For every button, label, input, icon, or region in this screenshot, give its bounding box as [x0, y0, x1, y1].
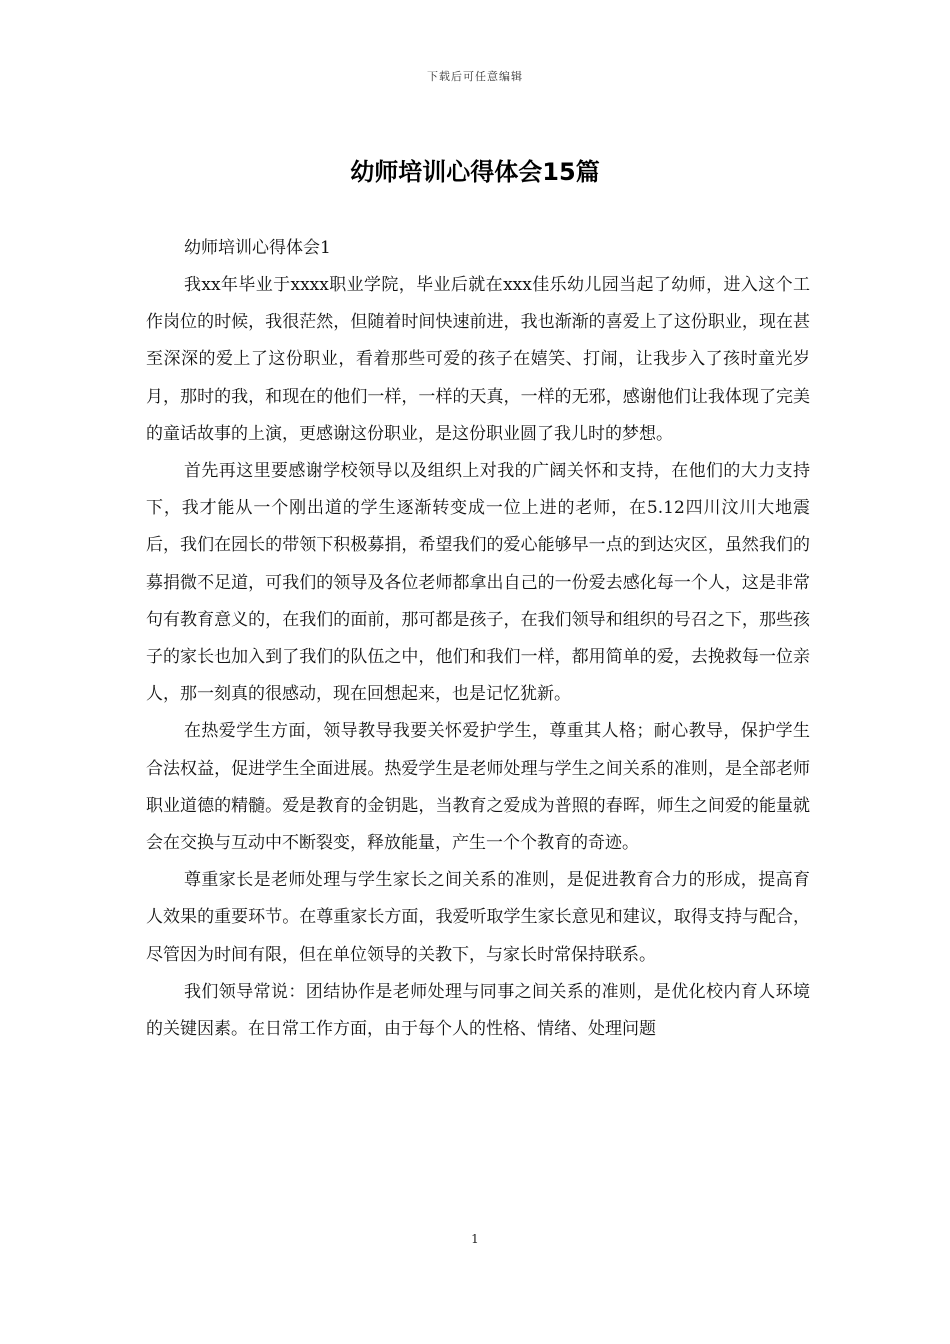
paragraph: 首先再这里要感谢学校领导以及组织上对我的广阔关怀和支持，在他们的大力支持下，我才能从一个刚出道的学生逐渐转变成一位上进的老师，在5.12四川汶川大地震后，我们在园长的带领下积极募捐，希望我们的爱心能够早一点的到达灾区，虽然我们的募捐微不足道，可我们的领导及各位老师都拿出自己的一份爱去感化每一个人，这是非常句有教育意义的，在我们的面前，那可都是孩子，在我们领导和组织的号召之下，那些孩子的家长也加入到了我们的队伍之中，他们和我们一样，都用简单的爱，去挽救每一位亲人，那一刻真的很感动，现在回想起来，也是记忆犹新。 — [146, 461, 810, 705]
section-heading: 幼师培训心得体会1 — [184, 238, 331, 258]
header-note: 下载后可任意编辑 — [427, 70, 523, 83]
paragraph: 在热爱学生方面，领导教导我要关怀爱护学生，尊重其人格；耐心教导，保护学生合法权益，促进学生全面进展。热爱学生是老师处理与学生之间关系的准则，是全部老师职业道德的精髓。爱是教育的金钥匙，当教育之爱成为普照的春晖，师生之间爱的能量就会在交换与互动中不断裂变，释放能量，产生一个个教育的奇迹。 — [146, 721, 810, 854]
document-body — [146, 230, 810, 1048]
paragraph: 我xx年毕业于xxxx职业学院，毕业后就在xxx佳乐幼儿园当起了幼师，进入这个工作岗位的时候，我很茫然，但随着时间快速前进，我也渐渐的喜爱上了这份职业，现在甚至深深的爱上了这份职业，看着那些可爱的孩子在嬉笑、打闹，让我步入了孩时童光岁月，那时的我，和现在的他们一样，一样的天真，一样的无邪，感谢他们让我体现了完美的童话故事的上演，更感谢这份职业，是这份职业圆了我儿时的梦想。 — [146, 275, 810, 444]
paragraph: 尊重家长是老师处理与学生家长之间关系的准则，是促进教育合力的形成，提高育人效果的重要环节。在尊重家长方面，我爱听取学生家长意见和建议，取得支持与配合，尽管因为时间有限，但在单位领导的关教下，与家长时常保持联系。 — [146, 870, 810, 965]
page-number: 1 — [471, 1232, 479, 1246]
document-title: 幼师培训心得体会15篇 — [350, 158, 600, 186]
paragraph: 我们领导常说：团结协作是老师处理与同事之间关系的准则，是优化校内育人环境的关键因素。在日常工作方面，由于每个人的性格、情绪、处理问题 — [146, 981, 810, 1040]
